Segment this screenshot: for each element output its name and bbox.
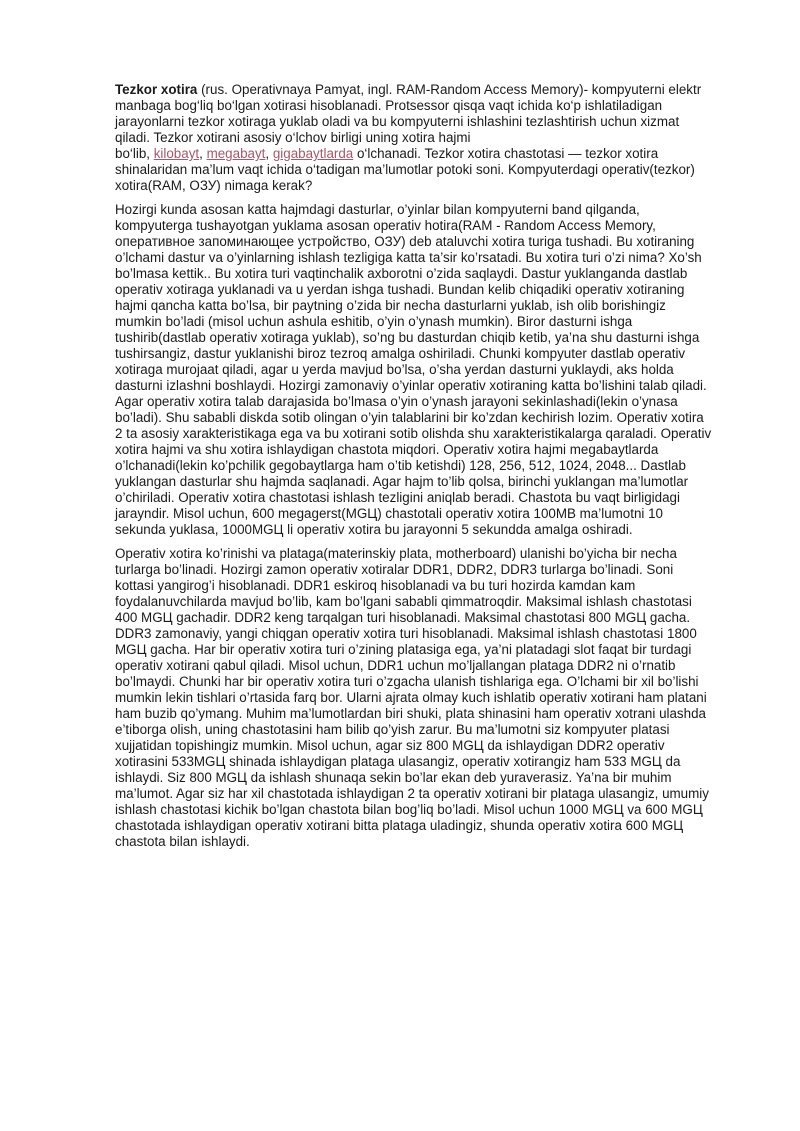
link-megabayt[interactable]: megabayt: [206, 146, 266, 161]
document-page: [115, 82, 747, 858]
link-kilobayt[interactable]: kilobayt: [153, 146, 200, 161]
separator-2: ,: [265, 146, 273, 161]
paragraph-intro: [115, 82, 747, 194]
term-bold: Tezkor xotira: [115, 82, 198, 97]
paragraph-ram-types: Operativ xotira ko’rinishi va plataga(materinskiy plata, motherboard) ulanishi bo’yicha bir necha turlarga bo’linadi. Hozirgi zamon operativ xotiralar DDR1, DDR2, DDR3 turlarga bo’linadi. Soni kottasi yangirog’i hisoblanadi. DDR1 eskiroq hisoblanadi va bu turi hozirda kamdan kam foydalanuvchilarda mavjud bo’lib, kam bo’lgani sababli qimmatroqdir. Maksimal ishlash chastotasi 400 MGЦ gachadir. DDR2 keng tarqalgan turi hisoblanadi. Maksimal chastotasi 800 MGЦ gacha. DDR3 zamonaviy, yangi chiqgan operativ xotira turi hisoblanadi. Maksimal ishlash chastotasi 1800 MGЦ gacha. Har bir operativ xotira turi o’zining platasiga ega, ya’ni platadagi slot faqat bir turdagi operativ xotirani qabul qiladi. Misol uchun, DDR1 uchun mo’ljallangan plataga DDR2 ni o’rnatib bo’lmaydi. Chunki har bir operativ xotira turi o’zgacha ulanish tishlariga ega. O’lchami bir xil bo’lishi mumkin lekin tishlari o’rtasida farq bor. Ularni ajrata olmay kuch ishlatib operativ xotirani ham platani ham buzib qo’ymang. Muhim ma’lumotlardan biri shuki, plata shinasini ham operativ xotrani ulashda e’tiborga olish, uning chastotasini ham bilib qo’yish zarur. Bu ma’lumotni siz kompyuter platasi xujjatidan topishingiz mumkin. Misol uchun, agar siz 800 MGЦ da ishlaydigan DDR2 operativ xotirasini 533MGЦ shinada ishlaydigan plataga ulasangiz, operativ xotirangiz ham 533 MGЦ da ishlaydi. Siz 800 MGЦ da ishlash shunaqa sekin bo’lar ekan deb yuraverasiz. Ya’na bir muhim ma’lumot. Agar siz har xil chastotada ishlaydigan 2 ta operativ xotirani bir plataga ulasangiz, umumiy ishlash chastotasi kichik bo’lgan chastota bilan bog’liq bo’ladi. Misol uchun 1000 MGЦ va 600 MGЦ chastotada ishlaydigan operativ xotirani bitta plataga uladingiz, shunda operativ xotira 600 MGЦ chastota bilan ishlaydi.: [115, 546, 709, 849]
intro-text-a: (rus. Operativnaya Pamyat, ingl. RAM-Random Access Memory)- kompyuterni elektr manbaga bog‘liq bo‘lgan xotirasi hisoblanadi. Protsessor qisqa vaqt ichida ko‘p ishlatiladigan jarayonlarni tezkor xotiraga yuklab oladi va bu kompyuterni ishlashini tezlashtirish uchun xizmat qiladi. Tezkor xotirani asosiy o‘lchov birligi uning xotira hajmi bo‘lib,: [115, 82, 702, 161]
paragraph-ram-usage: Hozirgi kunda asosan katta hajmdagi dasturlar, o’yinlar bilan kompyuterni band qilganda, kompyuterga tushayotgan yuklama asosan operativ hotira(RAM - Random Access Memory, оперативное запоминающее устройство, ОЗУ) deb ataluvchi xotira turiga tushadi. Bu xotiraning o’lchami dastur va o’yinlarning ishlash tezligiga katta ta’sir ko’rsatadi. Bu xotira turi o’zi nima? Xo’sh bo’lmasa kettik.. Bu xotira turi vaqtinchalik axborotni o’zida saqlaydi. Dastur yuklanganda dastlab operativ xotiraga yuklanadi va u yerdan ishga tushadi. Bundan kelib chiqadiki operativ xotiraning hajmi qancha katta bo’lsa, bir paytning o’zida bir necha dasturlarni yuklab, ish olib borishingiz mumkin bo’ladi (misol uchun ashula eshitib, o’yin o’ynash mumkin). Biror dasturni ishga tushirib(dastlab operativ xotiraga yuklab), so’ng bu dasturdan chiqib ketib, ya’na shu dasturni ishga tushirsangiz, dastur yuklanishi biroz tezroq amalga oshiriladi. Chunki kompyuter dastlab operativ xotiraga murojaat qiladi, agar u yerda mavjud bo’lsa, o’sha yerdan dasturni yuklaydi, aks holda dasturni izlashni boshlaydi. Hozirgi zamonaviy o’yinlar operativ xotiraning katta bo’lishini talab qiladi. Agar operativ xotira talab darajasida bo’lmasa o’yin o’ynash jarayoni sekinlashadi(lekin o’ynasa bo’ladi). Shu sababli diskda sotib olingan o’yin talablarini bir ko’zdan kechirish lozim. Operativ xotira 2 ta asosiy xarakteristikaga ega va bu xotirani sotib olishda shu xarakteristikalarga qaraladi. Operativ xotira hajmi va shu xotira ishlaydigan chastota miqdori. Operativ xotira hajmi megabaytlarda o’lchanadi(lekin ko’pchilik gegobaytlarga ham o’tib ketishdi) 128, 256, 512, 1024, 2048... Dastlab yuklangan dasturlar shu hajmda saqlanadi. Agar hajm to’lib qolsa, birinchi yuklangan ma’lumotlar o’chiriladi. Operativ xotira chastotasi ishlash tezligini aniqlab beradi. Chastota bu vaqt birligidagi jarayndir. Misol uchun, 600 megagerst(MGЦ) chastotali operativ xotira 100MB ma’lumotni 10 sekunda yuklasa, 1000MGЦ li operativ xotira bu jarayonni 5 sekundda amalga oshiradi.: [115, 202, 712, 537]
intro-text-b: o‘lchanadi. Tezkor xotira chastotasi — tezkor xotira shinalaridan ma’lum vaqt ichida o‘tadigan ma’lumotlar potoki soni. Kompyuterdagi operativ(tezkor) xotira(RAM, ОЗУ) nimaga kerak?: [115, 146, 695, 193]
separator-1: ,: [199, 146, 207, 161]
link-gigabaytlarda[interactable]: gigabaytlarda: [272, 146, 354, 161]
